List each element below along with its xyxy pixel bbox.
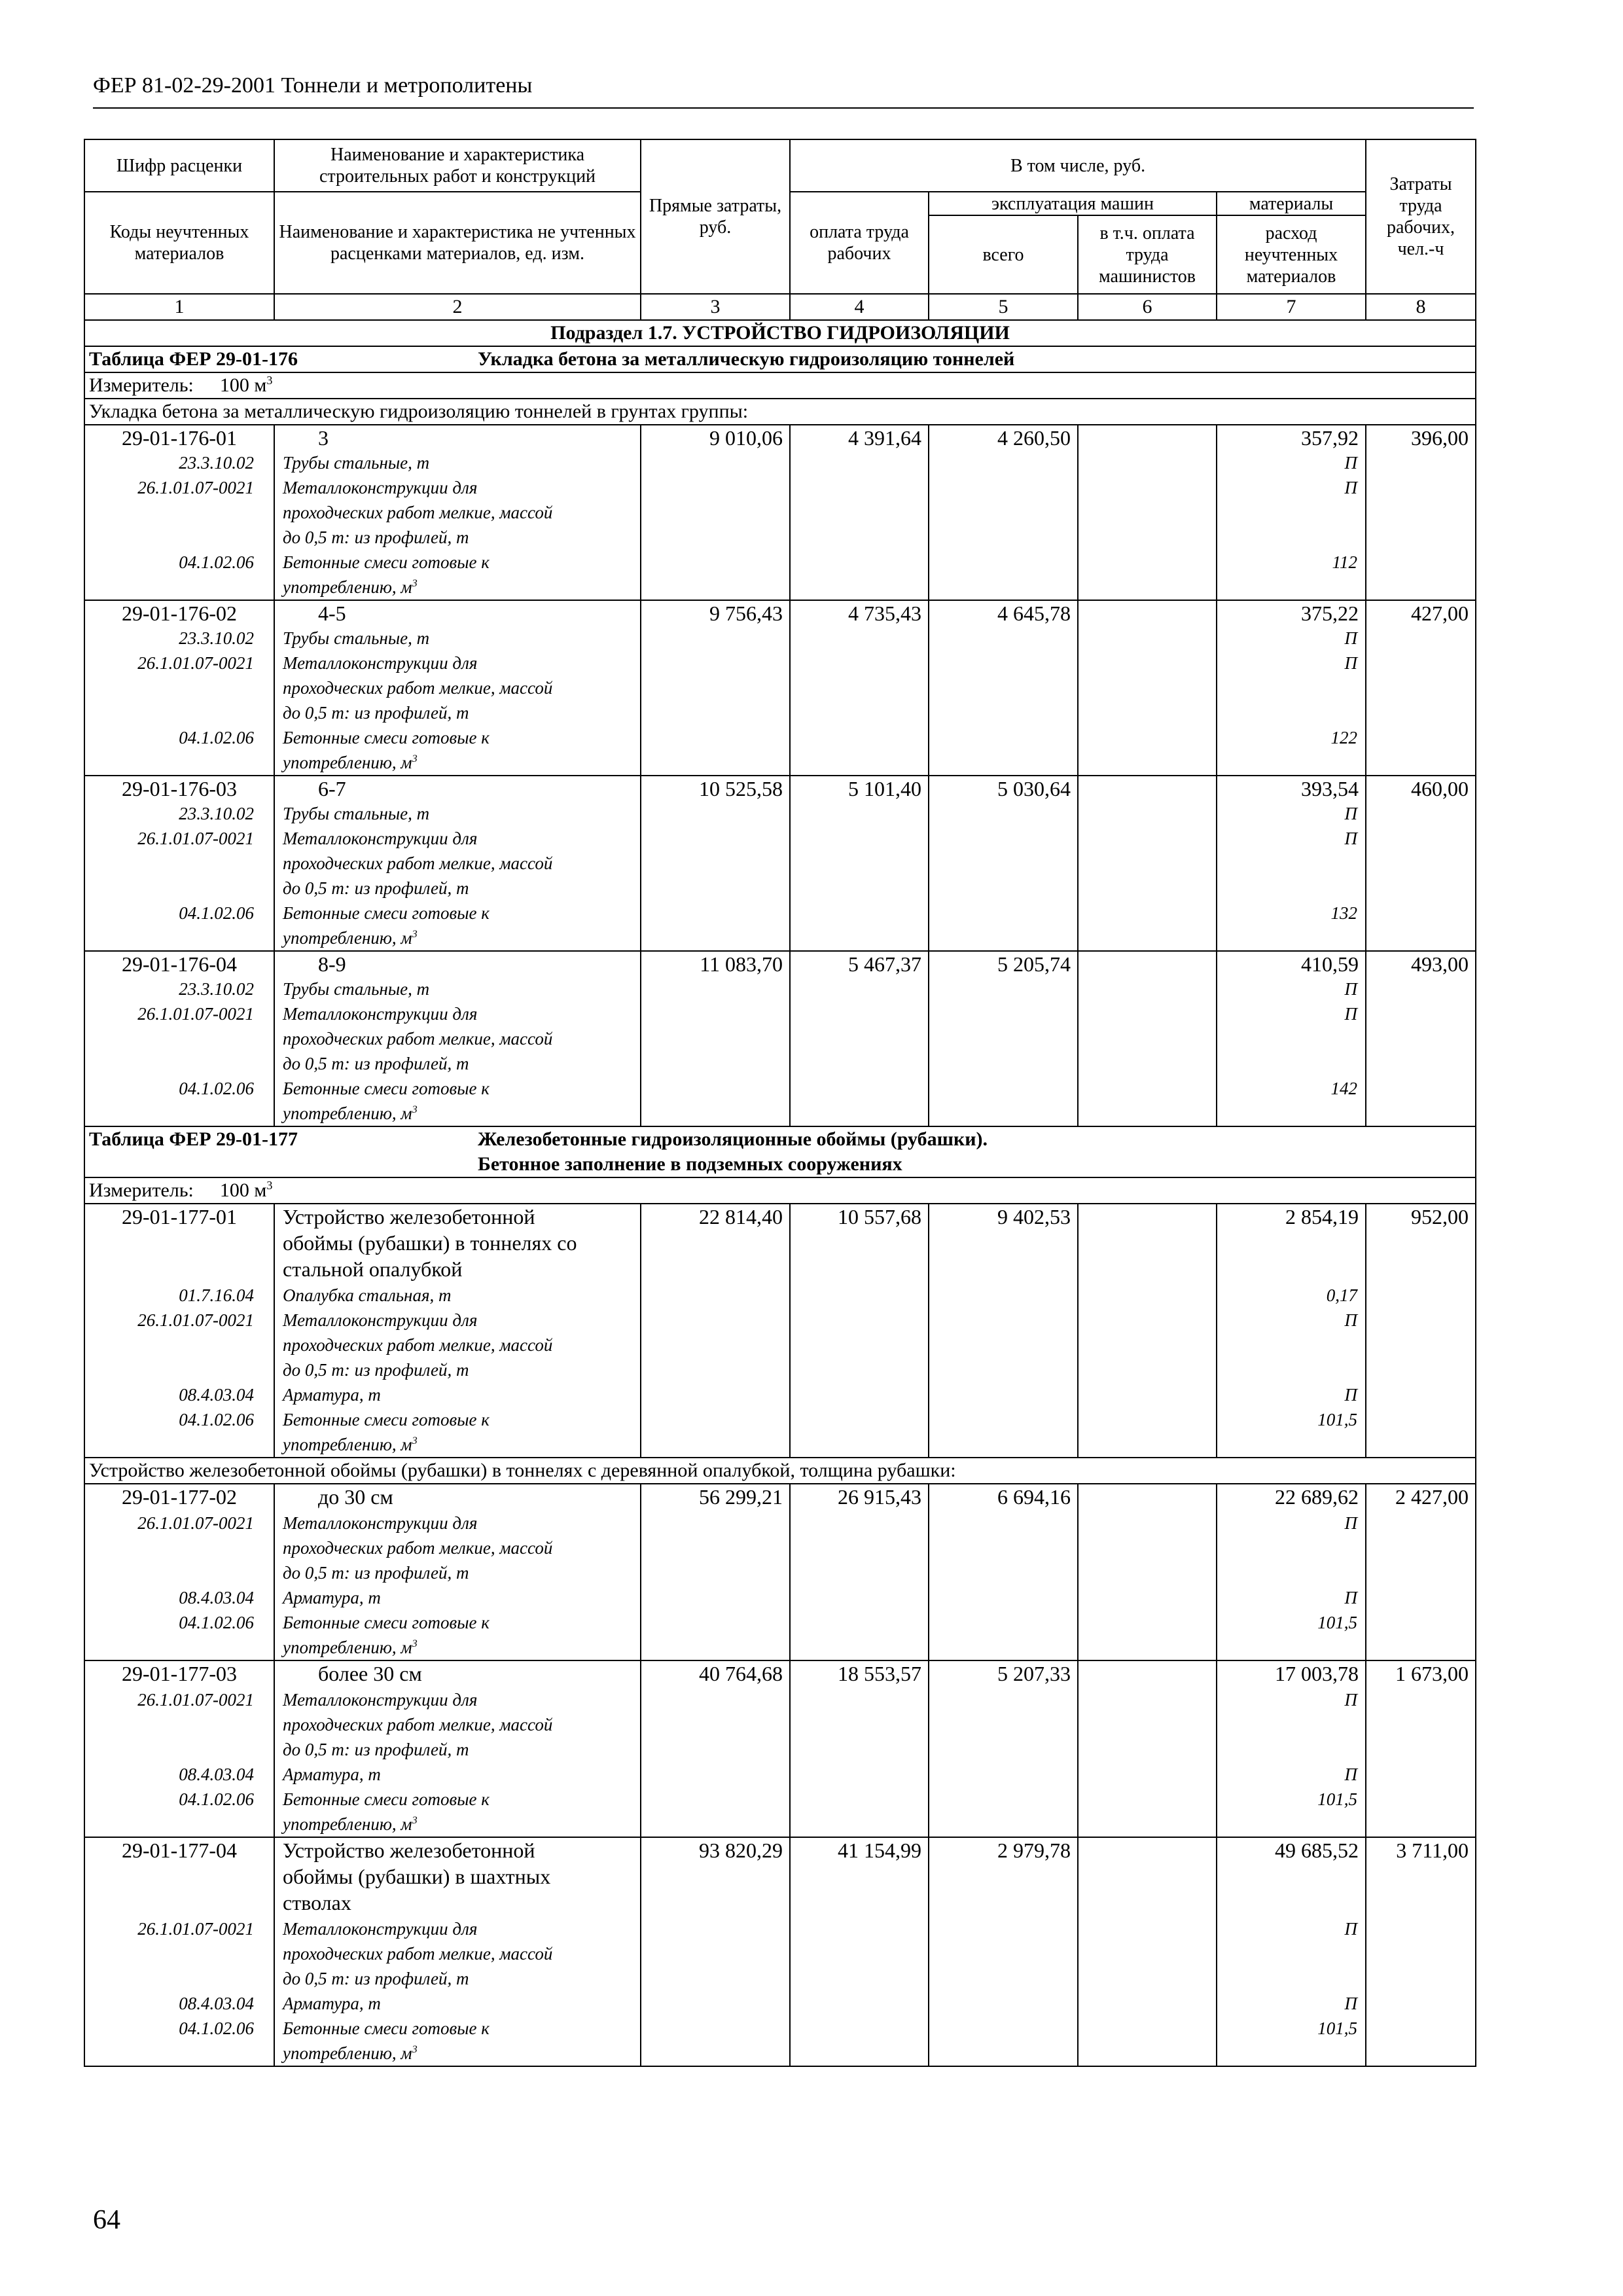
table-row: 29-01-177-02 26.1.01.07-0021 08.4.03.04 04.1.02.06 до 30 см Металлоконструкции для проходческих работ мелкие, массой до 0,5 т: из профилей, т Арматура, т Бетонные смеси готовые к употреблению, $м^3$ 56 299,21 26 915,43 6 694,16 22 689,62 П П 101,5 2 427,00 [84, 1484, 1476, 1660]
rate-code: 29-01-177-03 [122, 1662, 237, 1685]
materials-cost: 2 854,19 [1285, 1205, 1359, 1229]
rate-name: 4-5 [318, 601, 346, 625]
materials-header: материалы [1217, 192, 1366, 215]
rate-code: 29-01-176-01 [122, 426, 237, 450]
materials-cost: 375,22 [1301, 601, 1359, 625]
col-number: 2 [274, 294, 641, 320]
machines-total: 2 979,78 [997, 1839, 1071, 1862]
machinist-pay [1082, 1204, 1212, 1230]
rate-code: 29-01-176-02 [122, 601, 237, 625]
rate-name: до 30 см [318, 1485, 393, 1509]
table-row: 29-01-177-03 26.1.01.07-0021 08.4.03.04 04.1.02.06 более 30 см Металлоконструкции для проходческих работ мелкие, массой до 0,5 т: из профилей, т Арматура, т Бетонные смеси готовые к употреблению, $м^3$ 40 764,68 18 553,57 5 207,33 17 003,78 П П 101,5 1 673,00 [84, 1660, 1476, 1837]
materials-cost: 49 685,52 [1275, 1839, 1359, 1862]
rate-code: 29-01-177-04 [122, 1839, 237, 1862]
page-number: 64 [93, 2205, 120, 2235]
rate-code: 29-01-177-01 [122, 1205, 237, 1229]
machines-total: 5 030,64 [997, 777, 1071, 800]
rates-table [84, 139, 1476, 2067]
materials-cost: 393,54 [1301, 777, 1359, 800]
direct-cost: 11 083,70 [700, 952, 783, 976]
header-rule [93, 107, 1474, 109]
table-176-subheading: Укладка бетона за металлическую гидроизоляцию тоннелей в грунтах группы: [84, 399, 1476, 425]
machinist-pay [1082, 776, 1212, 801]
materials-unaccounted-header: расход неучтенных материалов [1217, 215, 1366, 294]
labor-hours: 427,00 [1411, 601, 1469, 625]
direct-cost: 10 525,58 [699, 777, 783, 800]
table-177-label: Таблица ФЕР 29-01-177 [89, 1128, 298, 1150]
rate-name: 8-9 [318, 952, 346, 976]
table-177-heading [84, 1126, 1476, 1177]
machines-total: 6 694,16 [997, 1485, 1071, 1509]
rate-name: 6-7 [318, 777, 346, 800]
machines-total: 4 645,78 [997, 601, 1071, 625]
labor-hours: 493,00 [1411, 952, 1469, 976]
machines-total: 9 402,53 [997, 1205, 1071, 1229]
machines-header: эксплуатация машин [929, 192, 1217, 215]
col-number: 8 [1366, 294, 1476, 320]
col-number: 1 [84, 294, 274, 320]
col-number: 6 [1078, 294, 1217, 320]
materials-cost: 357,92 [1301, 426, 1359, 450]
labor-hours: 952,00 [1411, 1205, 1469, 1229]
table-176-label: Таблица ФЕР 29-01-176 [89, 348, 298, 370]
col1-header-top: Шифр расценки [84, 139, 274, 192]
labor-pay: 4 735,43 [848, 601, 921, 625]
machines-total: 5 207,33 [997, 1662, 1071, 1685]
labor-hours: 3 711,00 [1396, 1839, 1469, 1862]
labor-pay: 26 915,43 [838, 1485, 921, 1509]
machinist-pay [1082, 601, 1212, 626]
col1-header-bottom: Коды неучтенных материалов [84, 192, 274, 294]
rate-name: 3 [318, 426, 329, 450]
table-176-title: Укладка бетона за металлическую гидроизоляцию тоннелей [478, 348, 1015, 370]
rate-name: Устройство железобетонной [283, 1839, 535, 1862]
labor-pay: 18 553,57 [838, 1662, 921, 1685]
machinist-pay [1082, 1661, 1212, 1687]
direct-cost: 9 010,06 [709, 426, 783, 450]
machines-total: 5 205,74 [997, 952, 1071, 976]
table-176-measure: Измеритель: 100 $м^3$ [84, 372, 1476, 399]
machinist-pay [1082, 1838, 1212, 1864]
materials-cost: 22 689,62 [1275, 1485, 1359, 1509]
labor-pay: 4 391,64 [848, 426, 921, 450]
col2-header-bottom: Наименование и характеристика не учтенных расценками материалов, ед. изм. [274, 192, 641, 294]
rate-name: Устройство железобетонной [283, 1205, 535, 1229]
labor-hours: 460,00 [1411, 777, 1469, 800]
incl-header: В том числе, руб. [790, 139, 1366, 192]
labor-hours: 1 673,00 [1395, 1662, 1469, 1685]
table-177-measure: Измеритель: 100 $м^3$ [84, 1177, 1476, 1204]
table-row: 29-01-177-04 26.1.01.07-0021 08.4.03.04 04.1.02.06 Устройство железобетонной обоймы (рубашки) в шахтных стволах Металлоконструкции для проходческих работ мелкие, массой до 0,5 т: из профилей, т Арматура, т Бетонные смеси готовые к употреблению, $м^3$ 93 820,29 41 154,99 2 979,78 49 685,52 П П 101,5 3 711,00 [84, 1837, 1476, 2066]
machinist-pay [1082, 1484, 1212, 1511]
labor-pay: 41 154,99 [838, 1839, 921, 1862]
machinist-pay [1082, 952, 1212, 977]
machinist-pay-header: в т.ч. оплата труда машинистов [1078, 215, 1217, 294]
table-177-title-line2: Бетонное заполнение в подземных сооружениях [478, 1153, 902, 1175]
col2-header-top: Наименование и характеристика строительных работ и конструкций [274, 139, 641, 192]
direct-cost: 9 756,43 [709, 601, 783, 625]
table-row: 29-01-176-04 23.3.10.02 26.1.01.07-0021 04.1.02.06 8-9 Трубы стальные, т Металлоконструкции для проходческих работ мелкие, массой до 0,5 т: из профилей, т Бетонные смеси готовые к употреблению, $м^3$ 11 083,70 5 467,37 5 205,74 410,59 П П 142 493,00 [84, 951, 1476, 1126]
labor-pay-header: оплата труда рабочих [790, 192, 929, 294]
rate-code: 29-01-177-02 [122, 1485, 237, 1509]
materials-cost: 17 003,78 [1275, 1662, 1359, 1685]
col-number: 3 [641, 294, 790, 320]
labor-pay: 10 557,68 [838, 1205, 921, 1229]
col8-header: Затраты труда рабочих, чел.-ч [1366, 139, 1476, 294]
labor-pay: 5 467,37 [848, 952, 921, 976]
table-row: 29-01-177-01 01.7.16.04 26.1.01.07-0021 08.4.03.04 04.1.02.06 Устройство железобетонной обоймы (рубашки) в тоннелях со стальной опалубкой Опалубка стальная, т Металлоконструкции для проходческих работ мелкие, массой до 0,5 т: из профилей, т Арматура, т Бетонные смеси готовые к употреблению, $м^3$ 22 814,40 10 557,68 9 402,53 2 854,19 0,17 П П 101,5 952,00 [84, 1204, 1476, 1458]
machinist-pay [1082, 425, 1212, 450]
materials-cost: 410,59 [1301, 952, 1359, 976]
table-177-subheading: Устройство железобетонной обоймы (рубашки) в тоннелях с деревянной опалубкой, толщина рубашки: [84, 1458, 1476, 1484]
table-row: 29-01-176-02 23.3.10.02 26.1.01.07-0021 04.1.02.06 4-5 Трубы стальные, т Металлоконструкции для проходческих работ мелкие, массой до 0,5 т: из профилей, т Бетонные смеси готовые к употреблению, $м^3$ 9 756,43 4 735,43 4 645,78 375,22 П П 122 427,00 [84, 600, 1476, 776]
page-header: ФЕР 81-02-29-2001 Тоннели и метрополитены [93, 73, 533, 98]
col-number: 7 [1217, 294, 1366, 320]
table-row: 29-01-176-03 23.3.10.02 26.1.01.07-0021 04.1.02.06 6-7 Трубы стальные, т Металлоконструкции для проходческих работ мелкие, массой до 0,5 т: из профилей, т Бетонные смеси готовые к употреблению, $м^3$ 10 525,58 5 101,40 5 030,64 393,54 П П 132 460,00 [84, 776, 1476, 951]
table-row: 29-01-176-01 23.3.10.02 26.1.01.07-0021 04.1.02.06 3 Трубы стальные, т Металлоконструкции для проходческих работ мелкие, массой до 0,5 т: из профилей, т Бетонные смеси готовые к употреблению, $м^3$ 9 010,06 4 391,64 4 260,50 357,92 П П 112 396,00 [84, 425, 1476, 600]
col3-header: Прямые затраты, руб. [641, 139, 790, 294]
rate-code: 29-01-176-03 [122, 777, 237, 800]
direct-cost: 40 764,68 [699, 1662, 783, 1685]
direct-cost: 93 820,29 [699, 1839, 783, 1862]
labor-hours: 2 427,00 [1395, 1485, 1469, 1509]
labor-pay: 5 101,40 [848, 777, 921, 800]
machines-total: 4 260,50 [997, 426, 1071, 450]
table-177-title: Железобетонные гидроизоляционные обоймы (рубашки). [478, 1128, 988, 1150]
direct-cost: 56 299,21 [699, 1485, 783, 1509]
direct-cost: 22 814,40 [699, 1205, 783, 1229]
col-number: 5 [929, 294, 1078, 320]
rate-name: более 30 см [318, 1662, 422, 1685]
subsection-title: Подраздел 1.7. УСТРОЙСТВО ГИДРОИЗОЛЯЦИИ [84, 320, 1476, 346]
table-176-heading [84, 346, 1476, 372]
machines-total-header: всего [929, 215, 1078, 294]
col-number: 4 [790, 294, 929, 320]
labor-hours: 396,00 [1411, 426, 1469, 450]
rate-code: 29-01-176-04 [122, 952, 237, 976]
